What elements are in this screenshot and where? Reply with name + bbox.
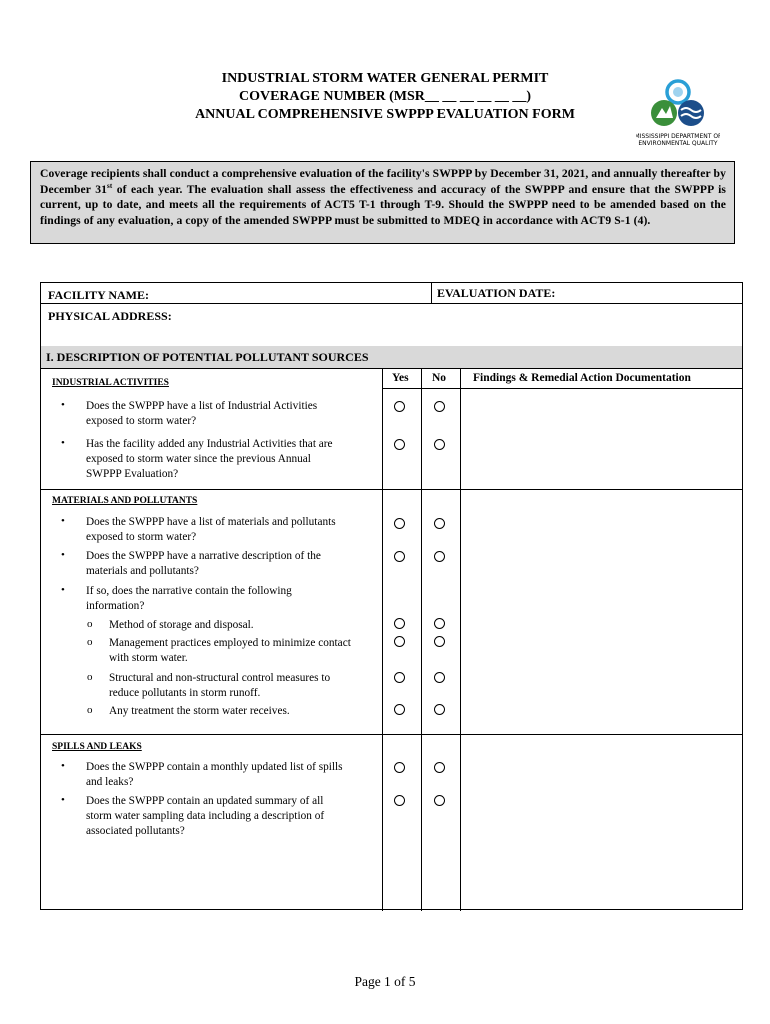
section-header — [41, 346, 742, 368]
page-number: Page 1 of 5 — [354, 974, 416, 989]
question-mp-3d: Any treatment the storm water receives. — [109, 705, 290, 717]
section-title: I. DESCRIPTION OF POTENTIAL POLLUTANT SOURCES — [46, 350, 369, 364]
bullet-icon: • — [61, 760, 65, 772]
sub-bullet-icon: o — [87, 671, 93, 683]
radio-yes-ia-2[interactable] — [394, 439, 405, 450]
question-ia-2: Has the facility added any Industrial Activities that are exposed to storm water since the previous Annual SWPPP Evaluation? — [86, 438, 333, 480]
bullet-icon: • — [61, 399, 65, 411]
col-findings: Findings & Remedial Action Documentation — [473, 372, 691, 384]
question-mp-3a: Method of storage and disposal. — [109, 619, 254, 631]
question-mp-2: Does the SWPPP have a narrative description of the materials and pollutants? — [86, 550, 321, 577]
facility-name-label: FACILITY NAME: — [48, 288, 149, 302]
materials-pollutants-heading: MATERIALS AND POLLUTANTS — [52, 496, 198, 506]
bullet-icon: • — [61, 515, 65, 527]
radio-yes-ia-1[interactable] — [394, 401, 405, 412]
bullet-icon: • — [61, 794, 65, 806]
evaluation-date-label: EVALUATION DATE: — [437, 286, 556, 300]
radio-no-mp-3b[interactable] — [434, 636, 445, 647]
bullet-icon: • — [61, 437, 65, 449]
radio-no-mp-2[interactable] — [434, 551, 445, 562]
mdeq-logo-icon — [636, 78, 720, 148]
radio-no-mp-3d[interactable] — [434, 704, 445, 715]
radio-yes-sl-1[interactable] — [394, 762, 405, 773]
question-mp-1: Does the SWPPP have a list of materials and pollutants exposed to storm water? — [86, 516, 336, 543]
logo-text-2: ENVIRONMENTAL QUALITY — [638, 140, 718, 147]
col-yes: Yes — [392, 372, 409, 384]
radio-yes-mp-2[interactable] — [394, 551, 405, 562]
radio-yes-mp-3b[interactable] — [394, 636, 405, 647]
col-no: No — [432, 372, 447, 384]
title-line-2: COVERAGE NUMBER (MSR__ __ __ __ __ __) — [238, 89, 532, 104]
radio-no-mp-3a[interactable] — [434, 618, 445, 629]
mdeq-logo — [636, 78, 720, 148]
question-mp-3b: Management practices employed to minimize contact with storm water. — [109, 637, 351, 664]
question-mp-3c: Structural and non-structural control measures to reduce pollutants in storm runoff. — [109, 672, 331, 699]
question-sl-1: Does the SWPPP contain a monthly updated list of spills and leaks? — [86, 761, 343, 788]
radio-yes-mp-3c[interactable] — [394, 672, 405, 683]
radio-no-mp-3c[interactable] — [434, 672, 445, 683]
radio-yes-mp-3a[interactable] — [394, 618, 405, 629]
title-line-1: INDUSTRIAL STORM WATER GENERAL PERMIT — [221, 71, 549, 86]
notice-box — [30, 161, 735, 244]
radio-no-sl-1[interactable] — [434, 762, 445, 773]
radio-no-ia-1[interactable] — [434, 401, 445, 412]
notice-sup: st — [107, 181, 113, 190]
sub-bullet-icon: o — [87, 636, 93, 648]
radio-no-mp-1[interactable] — [434, 518, 445, 529]
bullet-icon: • — [61, 584, 65, 596]
notice-text-2: of each year. The evaluation shall assess the effectiveness and accuracy of the SWPPP and ensure that the SWPPP is current, up to date, and meets all the requirements of ACT5 T-1 through T-9. Should the SWPPP need to be amended based on the findings of any evaluation, a copy of the amended SWPPP must be submitted to MDEQ in accordance with ACT9 S-1 (4). — [40, 182, 727, 227]
industrial-activities-heading: INDUSTRIAL ACTIVITIES — [52, 378, 169, 388]
sub-bullet-icon: o — [87, 618, 93, 630]
notice-text-1: Coverage recipients shall conduct a comprehensive evaluation of the facility's SWPPP by December 31, 2021, and annually thereafter by December 31 — [40, 167, 726, 196]
radio-no-sl-2[interactable] — [434, 795, 445, 806]
radio-yes-mp-3d[interactable] — [394, 704, 405, 715]
question-sl-2: Does the SWPPP contain an updated summary of all storm water sampling data including a description of associated pollutants? — [86, 795, 325, 837]
sub-bullet-icon: o — [87, 704, 93, 716]
question-ia-1: Does the SWPPP have a list of Industrial Activities exposed to storm water? — [86, 400, 318, 427]
question-mp-3: If so, does the narrative contain the following information? — [86, 585, 292, 612]
spills-leaks-heading: SPILLS AND LEAKS — [52, 742, 142, 752]
radio-no-ia-2[interactable] — [434, 439, 445, 450]
evaluation-form-table — [40, 282, 743, 910]
physical-address-label: PHYSICAL ADDRESS: — [48, 309, 172, 323]
bullet-icon: • — [61, 549, 65, 561]
radio-yes-sl-2[interactable] — [394, 795, 405, 806]
title-line-3: ANNUAL COMPREHENSIVE SWPPP EVALUATION FORM — [195, 107, 575, 122]
radio-yes-mp-1[interactable] — [394, 518, 405, 529]
logo-text-1: MISSISSIPPI DEPARTMENT OF — [636, 133, 720, 140]
